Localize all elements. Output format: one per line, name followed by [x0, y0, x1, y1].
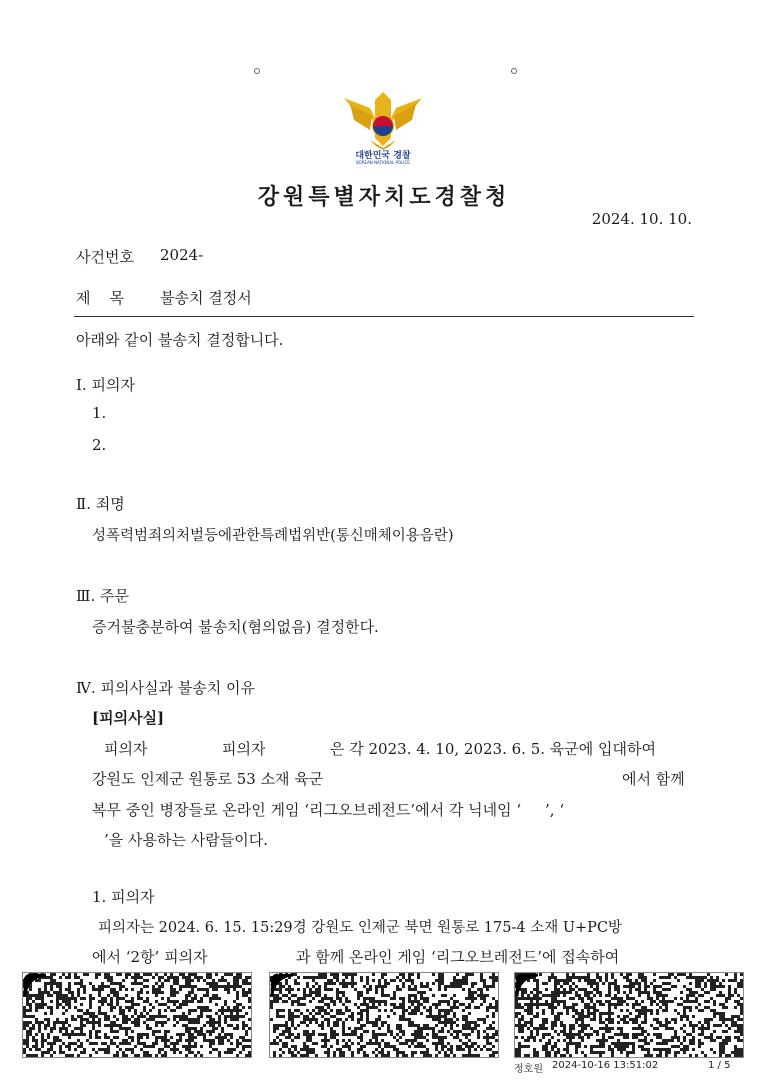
- footer-name: 정호원: [514, 1064, 543, 1075]
- paragraph-1-line-2-a: 에서 ‘2항’ 피의자: [92, 948, 208, 966]
- police-emblem-logo: [340, 90, 426, 168]
- section-3-title: Ⅲ. 주문: [76, 587, 129, 605]
- facts-line-3: 복무 중인 병장들로 온라인 게임 ‘리그오브레전드’에서 각 닉네임 ‘ ’, ‘: [92, 801, 565, 819]
- footer-timestamp: 2024-10-16 13:51:02: [552, 1060, 659, 1071]
- barcode-2: [269, 972, 499, 1058]
- facts-line-4: ’을 사용하는 사람들이다.: [104, 831, 268, 849]
- charge-text: 성폭력범죄의처벌등에관한특례법위반(통신매체이용음란): [92, 528, 454, 544]
- facts-line-2-a: 강원도 인제군 원통로 53 소재 육군: [92, 770, 324, 788]
- order-text: 증거불충분하여 불송치(혐의없음) 결정한다.: [92, 618, 379, 636]
- barcode-1: [22, 972, 252, 1058]
- header-divider: [74, 316, 694, 317]
- emblem-caption-en: KOREAN NATIONAL POLICE: [356, 160, 410, 165]
- subject-value: 불송치 결정서: [160, 289, 252, 307]
- facts-line-2-b: 에서 함께: [622, 770, 685, 788]
- case-number-value: 2024-: [160, 246, 204, 264]
- document-date: 2024. 10. 10.: [591, 210, 692, 228]
- section-2-title: Ⅱ. 죄명: [76, 495, 125, 513]
- facts-line-1-b: 피의자: [222, 740, 266, 758]
- top-mark-left: [254, 68, 260, 74]
- facts-line-1-c: 은 각 2023. 4. 10, 2023. 6. 5. 육군에 입대하여: [330, 740, 656, 758]
- top-mark-right: [511, 68, 517, 74]
- paragraph-1-line-1: 피의자는 2024. 6. 15. 15:29경 강원도 인제군 북면 원통로 175-4 소재 U+PC방: [98, 920, 623, 936]
- intro-text: 아래와 같이 불송치 결정합니다.: [76, 331, 284, 349]
- organization-title: 강원특별자치도경찰청: [257, 184, 511, 210]
- suspect-item-2: 2.: [92, 436, 107, 454]
- barcode-3: [514, 972, 744, 1058]
- facts-subheading: [피의사실]: [92, 709, 165, 727]
- emblem-caption-ko: 대한민국 경찰: [355, 151, 411, 161]
- subject-label: 제 목: [76, 289, 125, 307]
- case-number-label: 사건번호: [76, 248, 134, 266]
- facts-line-1-a: 피의자: [104, 740, 148, 758]
- section-4-title: Ⅳ. 피의사실과 불송치 이유: [76, 679, 255, 697]
- document-barcodes: [22, 972, 744, 1056]
- paragraph-1-line-2-b: 과 함께 온라인 게임 ‘리그오브레전드’에 접속하여: [296, 948, 620, 966]
- section-1-title: Ⅰ. 피의자: [76, 376, 135, 394]
- paragraph-1-title: 1. 피의자: [92, 888, 155, 906]
- suspect-item-1: 1.: [92, 404, 107, 422]
- footer-page-number: 1 / 5: [708, 1060, 731, 1071]
